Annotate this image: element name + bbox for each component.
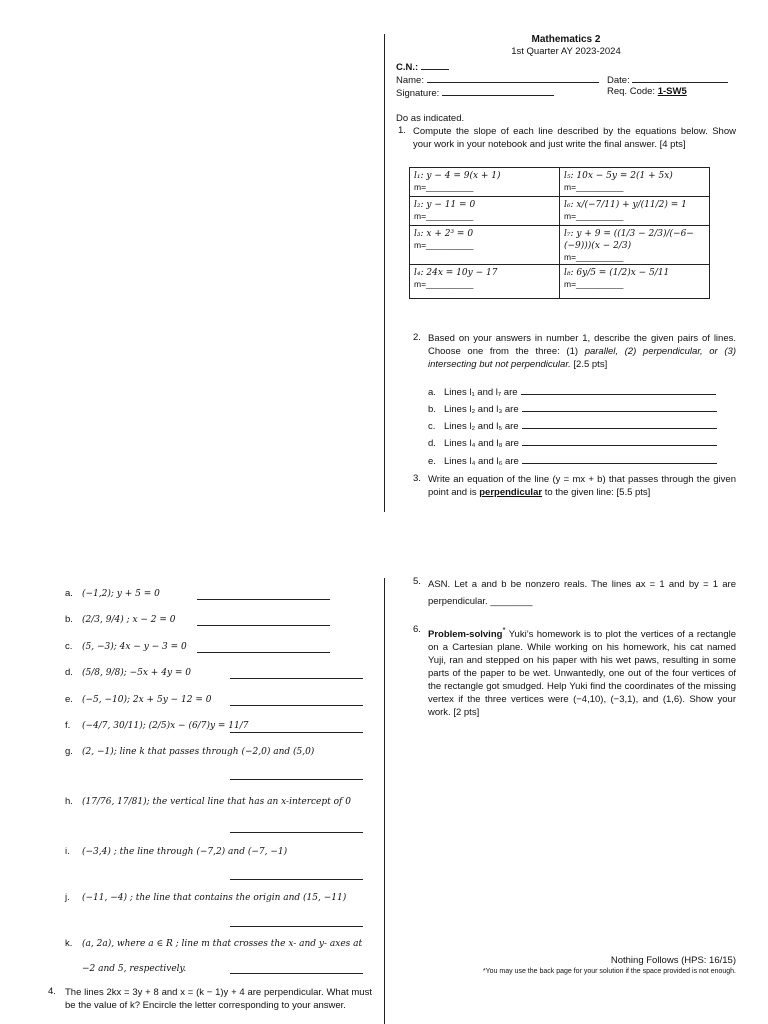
pair-answer-line[interactable]: [521, 386, 716, 395]
q3-item-b: b. (2/3, 9/4) ; x − 2 = 0: [65, 614, 176, 625]
cn-label: C.N.:: [396, 62, 419, 73]
name-label: Name:: [396, 75, 424, 86]
signature-label: Signature:: [396, 88, 440, 99]
answer-line[interactable]: [197, 652, 330, 653]
q4-text: The lines 2kx = 3y + 8 and x = (k − 1)y + 4 are perpendicular. What must be the value of k? Encircle the letter corresponding to your answer.: [65, 987, 372, 1011]
q3-item-k-cont: −2 and 5, respectively.: [82, 964, 187, 974]
slope-cell-l8: l₈: 6y/5 = (1/2)x − 5/11 m=__________: [560, 265, 710, 299]
q3-item-d: d. (5/8, 9/8); −5x + 4y = 0: [65, 667, 192, 678]
answer-line[interactable]: [230, 832, 363, 833]
nothing-follows: Nothing Follows (HPS: 16/15): [610, 955, 736, 966]
answer-line[interactable]: [230, 926, 363, 927]
slope-answer[interactable]: m=__________: [414, 211, 474, 221]
req-code-label: Req. Code:: [607, 86, 656, 97]
pair-e: e. Lines l₄ and l₆ are: [428, 455, 717, 468]
q5-number: 5.: [413, 576, 421, 587]
slope-cell-l4: l₄: 24x = 10y − 17 m=__________: [410, 265, 560, 299]
subject-title: Mathematics 2: [531, 34, 601, 45]
q3-item-h: h. (17/76, 17/81); the vertical line that has an x-intercept of 0: [65, 796, 351, 807]
slope-answer[interactable]: m=__________: [564, 182, 624, 192]
q6-text: Problem-solving* Yuki’s homework is to plot the vertices of a rectangle on a Cartesian plane. While working on his homework, his cat named Yuji, ran and stepped on his paper with his wet paws, resulting in some parts of the paper to be wet. Unwantedly, one out of the four vertices of the rectangle got smudged. Help Yuki find the coordinates of the missing vertex if the three vertices were (−4,10), (−3,1), and (1,6). Show your work. [2 pts]: [428, 626, 736, 719]
pair-answer-line[interactable]: [522, 437, 717, 446]
q6-number: 6.: [413, 624, 421, 635]
answer-line[interactable]: [230, 678, 363, 679]
signature-field[interactable]: [442, 86, 554, 96]
q4-number: 4.: [48, 986, 56, 997]
slope-cell-l7: l₇: y + 9 = ((1/3 − 2/3)/(−6−(−9)))(x − 2/3) m=__________: [560, 226, 710, 265]
answer-line[interactable]: [230, 779, 363, 780]
q3-item-g: g. (2, −1); line k that passes through (−2,0) and (5,0): [65, 746, 315, 757]
cn-row: [396, 60, 449, 73]
q3-item-i: i. (−3,4) ; the line through (−7,2) and (−7, −1): [65, 846, 288, 857]
q3-item-j: j. (−11, −4) ; the line that contains the origin and (15, −11): [65, 892, 347, 903]
pair-d: d. Lines l₄ and l₈ are: [428, 437, 717, 450]
answer-line[interactable]: [197, 599, 330, 600]
q3-item-e: e. (−5, −10); 2x + 5y − 12 = 0: [65, 694, 212, 705]
slope-cell-l6: l₆: x/(−7/11) + y/(11/2) = 1 m=__________: [560, 197, 710, 226]
column-divider-bottom: [384, 578, 385, 1024]
slope-answer[interactable]: m=__________: [564, 279, 624, 289]
q3-item-f: f. (−4/7, 30/11); (2/5)x − (6/7)y = 11/7: [65, 720, 249, 731]
q2-number: 2.: [413, 332, 421, 343]
slope-cell-l2: l₂: y − 11 = 0 m=__________: [410, 197, 560, 226]
req-code-row: [607, 86, 687, 97]
date-label: Date:: [607, 75, 630, 86]
pair-b: b. Lines l₂ and l₃ are: [428, 403, 717, 416]
answer-line[interactable]: [230, 879, 363, 880]
instructions: Do as indicated.: [396, 113, 465, 124]
slope-cell-l1: l₁: y − 4 = 9(x + 1) m=__________: [410, 168, 560, 197]
quarter-subtitle: 1st Quarter AY 2023-2024: [511, 46, 621, 57]
pair-a: a. Lines l₁ and l₇ are: [428, 386, 716, 399]
cn-field[interactable]: [421, 60, 449, 70]
q5-text: ASN. Let a and b be nonzero reals. The lines ax = 1 and by = 1 are perpendicular. ________: [428, 579, 736, 607]
slope-cell-l3: l₃: x + 2³ = 0 m=__________: [410, 226, 560, 265]
answer-line[interactable]: [230, 705, 363, 706]
pair-answer-line[interactable]: [522, 455, 717, 464]
q1-text: Compute the slope of each line described by the equations below. Show your work in your notebook and just write the final answer. [4 pts]: [413, 126, 736, 150]
slope-table: [409, 167, 710, 299]
footnote: *You may use the back page for your solution if the space provided is not enough.: [482, 968, 736, 975]
q3-item-k: k. (a, 2a), where a ∈ R ; line m that crosses the x- and y- axes at: [65, 938, 363, 949]
q1-number: 1.: [398, 125, 406, 136]
q3-text: Write an equation of the line (y = mx + b) that passes through the given point and is perpendicular to the given line: [5.5 pts]: [428, 474, 736, 498]
answer-line[interactable]: [230, 732, 363, 733]
q3-item-a: a. (−1,2); y + 5 = 0: [65, 588, 160, 599]
slope-answer[interactable]: m=__________: [414, 279, 474, 289]
date-field[interactable]: [632, 73, 728, 83]
date-row: [607, 73, 728, 86]
slope-answer[interactable]: m=__________: [414, 182, 474, 192]
q2-text: Based on your answers in number 1, describe the given pairs of lines. Choose one from the three: (1) parallel, (2) perpendicular, or (3) intersecting but not perpendicular. [2.5 pts]: [428, 333, 736, 370]
name-row: [396, 73, 599, 86]
pair-answer-line[interactable]: [522, 420, 717, 429]
name-field[interactable]: [427, 73, 599, 83]
q3-item-c: c. (5, −3); 4x − y − 3 = 0: [65, 641, 187, 652]
q3-number: 3.: [413, 473, 421, 484]
answer-line[interactable]: [230, 973, 363, 974]
answer-line[interactable]: [197, 625, 330, 626]
slope-cell-l5: l₅: 10x − 5y = 2(1 + 5x) m=__________: [560, 168, 710, 197]
column-divider-top: [384, 34, 385, 512]
signature-row: [396, 86, 554, 99]
slope-answer[interactable]: m=__________: [414, 240, 474, 250]
pair-answer-line[interactable]: [522, 403, 717, 412]
pair-c: c. Lines l₂ and l₅ are: [428, 420, 717, 433]
slope-answer[interactable]: m=__________: [564, 211, 624, 221]
slope-answer[interactable]: m=__________: [564, 252, 624, 262]
req-code-value: 1-SW5: [657, 86, 687, 97]
